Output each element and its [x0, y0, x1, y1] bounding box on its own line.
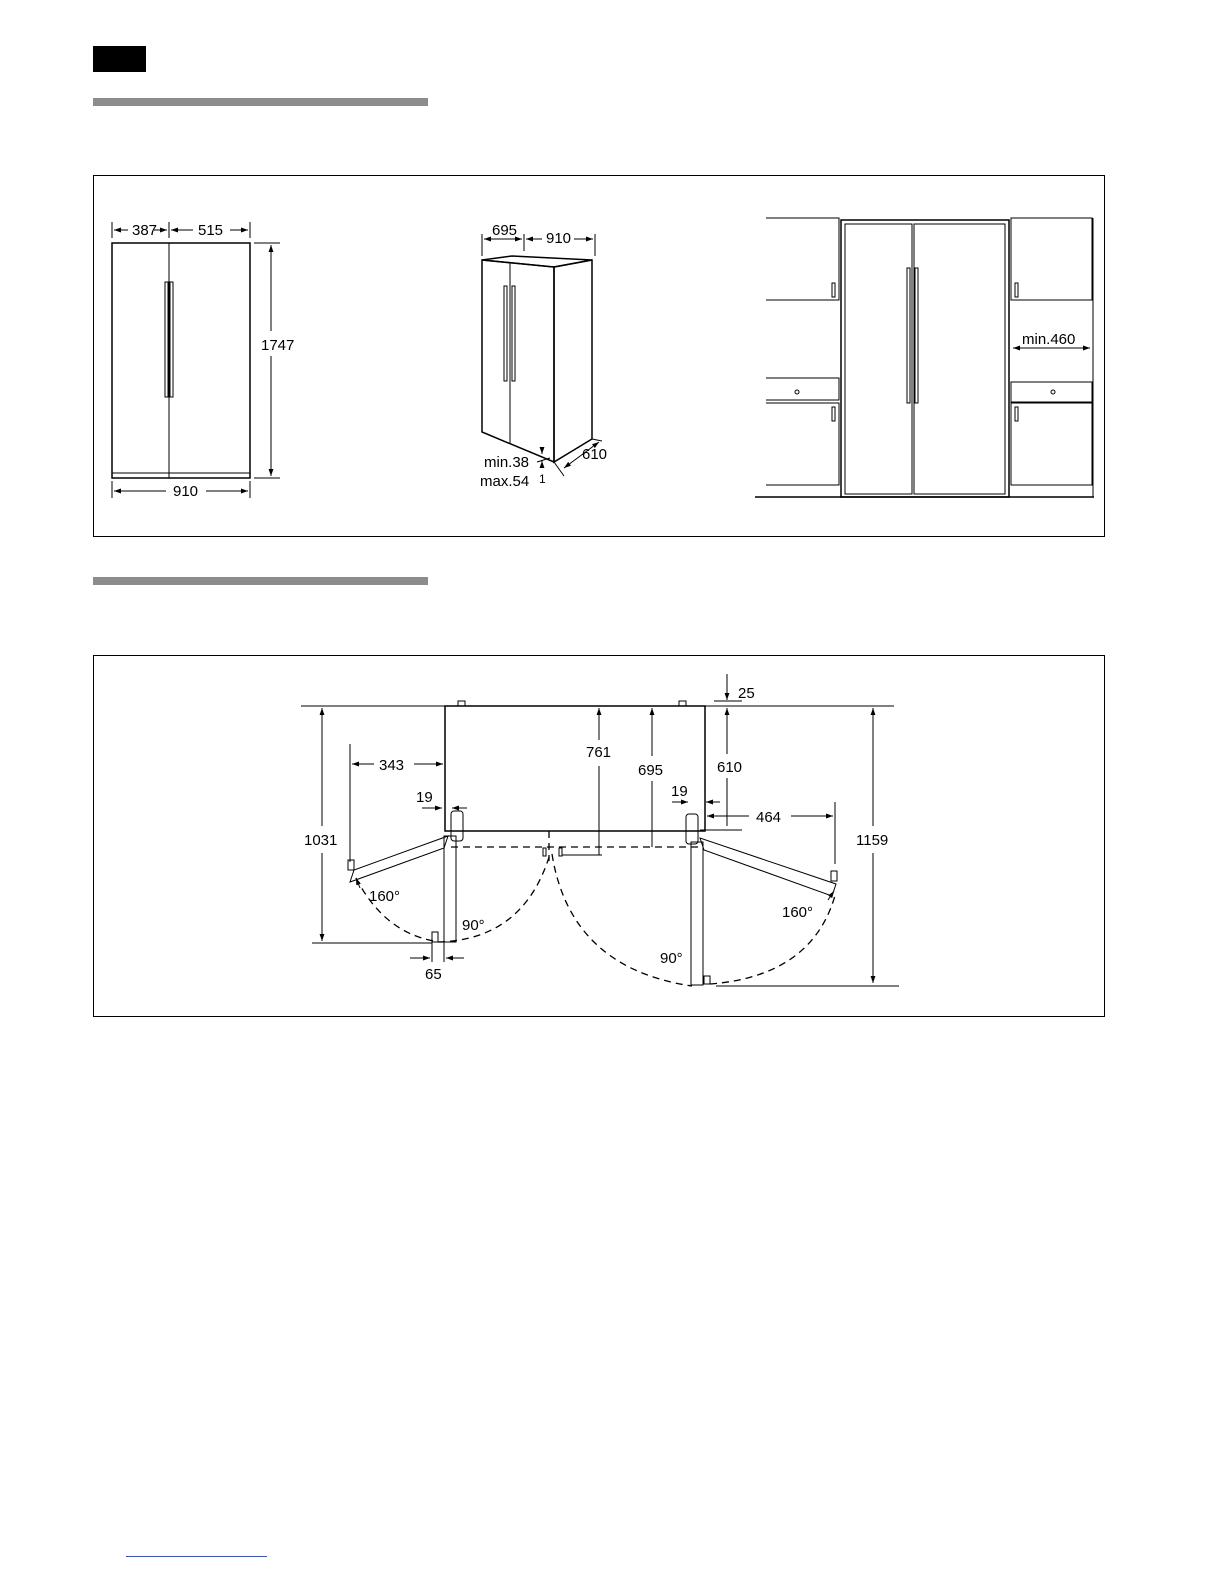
right-total-depth-dim: 1159: [856, 832, 889, 849]
depth-with-doors-dim: 761: [586, 744, 612, 761]
depth-door-front-dim: 695: [638, 762, 664, 779]
front-total-width: 910: [173, 483, 199, 500]
front-view-fridge: [112, 222, 280, 498]
left-swing-width-dim: 343: [379, 757, 405, 774]
perspective-depth-top: 695: [492, 222, 518, 239]
front-left-door-width: 387: [132, 222, 158, 239]
door-opening-diagram: [94, 656, 1106, 1018]
left-angle-max-label: 160°: [369, 888, 401, 905]
installation-side-clearance: min.460: [1022, 331, 1076, 348]
perspective-depth-bottom: 610: [582, 446, 608, 463]
left-total-depth-dim: 1031: [304, 832, 338, 849]
installation-view-kitchen: [755, 218, 1094, 497]
door-opening-panel: [93, 655, 1105, 1017]
perspective-width-top: 910: [546, 230, 572, 247]
handle-offset-dim: 65: [425, 966, 442, 983]
left-gap-dim: 19: [416, 789, 433, 806]
hinge-offset-dim: 25: [738, 685, 755, 702]
page-marker-tab: [93, 46, 146, 72]
depth-cabinet-dim: 610: [717, 759, 743, 776]
front-right-door-width: 515: [198, 222, 224, 239]
section-rule-dimensions: [93, 98, 428, 106]
perspective-feet-min: min.38: [484, 454, 530, 471]
right-angle-max-label: 160°: [782, 904, 814, 921]
dimensions-diagram: [94, 176, 1106, 538]
perspective-view-fridge: [482, 234, 602, 476]
door-opening-top-view: [301, 674, 899, 986]
footer-link-underline[interactable]: [126, 1556, 267, 1557]
right-angle-90-label: 90°: [660, 950, 683, 967]
section-rule-door-opening: [93, 577, 428, 585]
right-gap-dim: 19: [671, 783, 688, 800]
left-angle-90-label: 90°: [462, 917, 485, 934]
dimensions-panel: [93, 175, 1105, 537]
right-swing-width-dim: 464: [756, 809, 782, 826]
front-height: 1747: [261, 337, 295, 354]
perspective-feet-max: max.54: [480, 473, 530, 490]
perspective-foot-count: 1: [539, 472, 546, 486]
